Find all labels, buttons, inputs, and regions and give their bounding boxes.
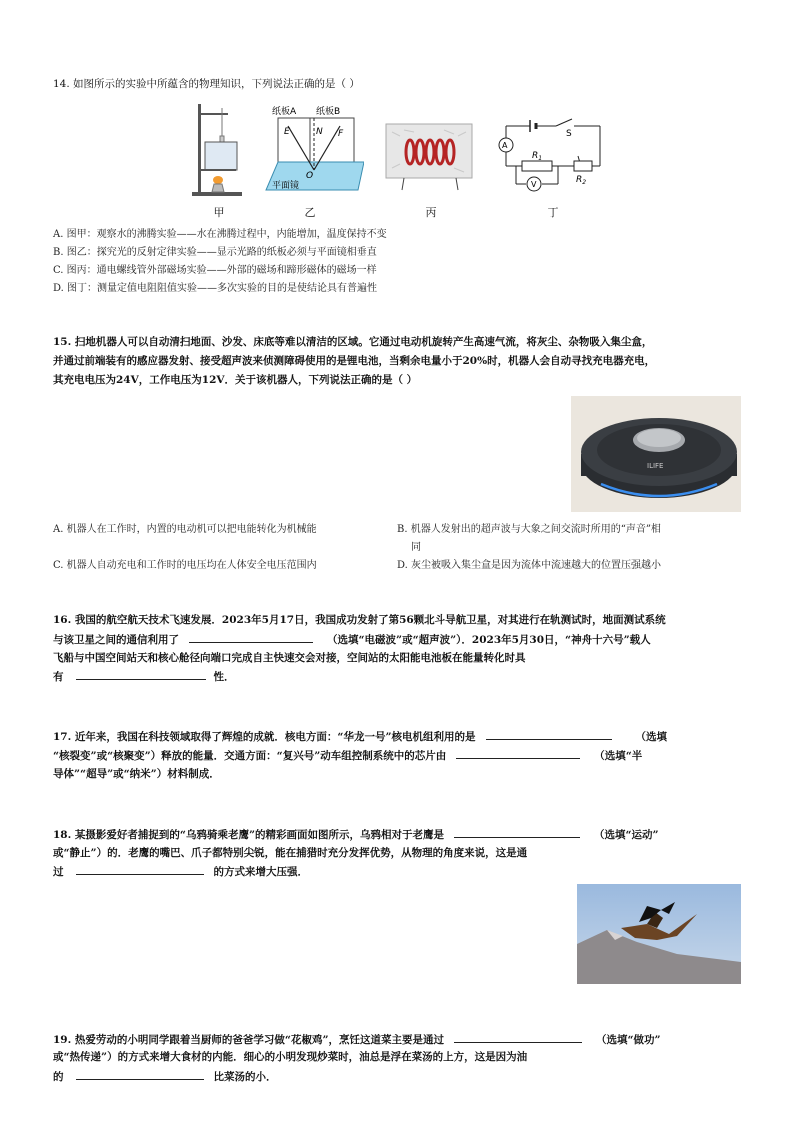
yi-e: E xyxy=(284,127,290,137)
q19-line3-text-b: 比菜汤的小． xyxy=(213,1071,277,1083)
yi-f: F xyxy=(338,129,344,139)
robot-brand: ILIFE xyxy=(647,462,664,470)
q18-blank-2[interactable] xyxy=(76,862,204,875)
q19-blank-1[interactable] xyxy=(454,1030,582,1043)
q17-blank-1[interactable] xyxy=(486,727,612,740)
q15-option-b-cont: 同 xyxy=(411,542,421,553)
q15-option-a: A. 机器人在工作时，内置的电动机可以把电能转化为机械能 xyxy=(53,524,317,535)
q15-option-b: B. 机器人发射出的超声波与大象之间交流时所用的“声音”相 xyxy=(397,524,661,535)
q18-line3-text-a: 过 xyxy=(53,866,64,878)
q15-option-d: D. 灰尘被吸入集尘盒是因为流体中流速越大的位置压强越小 xyxy=(397,560,662,571)
q17-blank-2[interactable] xyxy=(456,746,580,759)
yi-board-a: 纸板A xyxy=(272,107,297,117)
q14-option-b: B. 图乙：探究光的反射定律实验——显示光路的纸板必须与平面镜相垂直 xyxy=(53,247,377,258)
q17-line2-text-a: “核裂变”或“核聚变”）释放的能量．交通方面：“复兴号”动车组控制系统中的芯片由 xyxy=(53,750,447,762)
q18-line2: 或“静止”）的．老鹰的嘴巴、爪子都特别尖锐，能在捕猎时充分发挥优势，从物理的角度来说，这是通 xyxy=(53,847,528,859)
q15-option-c: C. 机器人自动充电和工作时的电压均在人体安全电压范围内 xyxy=(53,560,317,571)
q19-line2: 或“热传递”）的方式来增大食材的内能．细心的小明发现炒菜时，油总是浮在菜汤的上方，这是因为油 xyxy=(53,1051,528,1063)
q16-line4 xyxy=(53,667,235,687)
q17-line1 xyxy=(53,727,667,747)
q18-line3-text-b: 的方式来增大压强． xyxy=(213,866,308,878)
q18-blank-1[interactable] xyxy=(454,825,580,838)
fig-ding-circuit xyxy=(494,116,606,196)
q16-line2-text-a: 与该卫星之间的通信利用了 xyxy=(53,634,179,646)
q16-line3: 飞船与中国空间站天和核心舱径向端口完成自主快速交会对接，空间站的太阳能电池板在能量转化时具 xyxy=(53,652,526,664)
q16-line4-text-a: 有 xyxy=(53,671,64,683)
q17-line2-text-b: （选填“半 xyxy=(594,750,643,762)
q17-line2 xyxy=(53,746,642,766)
yi-o: O xyxy=(306,171,314,181)
fig-bing-solenoid xyxy=(384,122,476,194)
yi-mirror-label: 平面镜 xyxy=(272,181,300,191)
q17-line1-text-a: 17. 近年来，我国在科技领域取得了辉煌的成就．核电方面：“华龙一号”核电机组利用的是 xyxy=(53,731,476,743)
q14-option-a: A. 图甲：观察水的沸腾实验——水在沸腾过程中，内能增加，温度保持不变 xyxy=(53,229,387,240)
ding-r2: $R_2$ xyxy=(576,175,587,186)
ding-voltmeter: V xyxy=(531,180,537,189)
q16-line1: 16. 我国的航空航天技术飞速发展．2023年5月17日，我国成功发射了第56颗北斗导航卫星，对其进行在轨测试时，地面测试系统 xyxy=(53,614,666,626)
q15-stem-line1: 15. 扫地机器人可以自动清扫地面、沙发、床底等难以清洁的区域。它通过电动机旋转产生高速气流，将灰尘、杂物吸入集尘盒， xyxy=(53,336,653,348)
q18-crow-eagle-photo xyxy=(577,884,741,984)
q19-line1-text-a: 19. 热爱劳动的小明同学跟着当厨师的爸爸学习做“花椒鸡”，烹饪这道菜主要是通过 xyxy=(53,1034,445,1046)
q18-line1-text-a: 18. 某摄影爱好者捕捉到的“乌鸦骑乘老鹰”的精彩画面如图所示，乌鸦相对于老鹰是 xyxy=(53,829,445,841)
q15-stem-line3: 其充电电压为24V，工作电压为12V．关于该机器人，下列说法正确的是（ ） xyxy=(53,374,418,386)
yi-board-b: 纸板B xyxy=(316,107,341,117)
fig-bing-label: 丙 xyxy=(425,206,437,219)
fig-jia-boiling-apparatus xyxy=(188,100,250,198)
fig-ding-label: 丁 xyxy=(547,206,559,219)
q14-option-c: C. 图丙：通电螺线管外部磁场实验——外部的磁场和蹄形磁体的磁场一样 xyxy=(53,265,377,276)
q19-line3 xyxy=(53,1067,277,1087)
q16-line2-text-b: （选填“电磁波”或“超声波”）．2023年5月30日，“神舟十六号”载人 xyxy=(327,634,651,646)
fig-jia-label: 甲 xyxy=(213,206,225,219)
ding-r1: $R_1$ xyxy=(532,151,543,162)
fig-yi-reflection xyxy=(258,104,364,196)
q19-blank-2[interactable] xyxy=(76,1067,204,1080)
q18-line3 xyxy=(53,862,308,882)
q17-line1-text-b: （选填 xyxy=(635,731,668,743)
ding-switch: S xyxy=(566,129,572,139)
q17-line3: 导体”“超导”或“纳米”）材料制成． xyxy=(53,768,220,780)
q16-line4-text-b: 性． xyxy=(213,671,235,683)
q18-line1-text-b: （选填“运动” xyxy=(594,829,659,841)
q19-line1-text-b: （选填“做功” xyxy=(596,1034,661,1046)
q18-line1 xyxy=(53,825,659,845)
q19-line3-text-a: 的 xyxy=(53,1071,64,1083)
q19-line1 xyxy=(53,1030,661,1050)
q16-line2 xyxy=(53,630,651,650)
yi-n: N xyxy=(316,127,323,137)
ding-ammeter: A xyxy=(502,141,508,150)
q16-blank-2[interactable] xyxy=(76,667,206,680)
q14-stem: 14. 如图所示的实验中所蕴含的物理知识，下列说法正确的是（ ） xyxy=(53,78,360,90)
q15-stem-line2: 并通过前端装有的感应器发射、接受超声波来侦测障碍使用的是锂电池，当剩余电量小于20%时，机器人会自动寻找充电器充电， xyxy=(53,355,656,367)
q15-robot-photo xyxy=(571,396,741,512)
q16-blank-1[interactable] xyxy=(189,630,313,643)
fig-yi-label: 乙 xyxy=(304,206,316,219)
q14-option-d: D. 图丁：测量定值电阻阻值实验——多次实验的目的是使结论具有普遍性 xyxy=(53,283,378,294)
